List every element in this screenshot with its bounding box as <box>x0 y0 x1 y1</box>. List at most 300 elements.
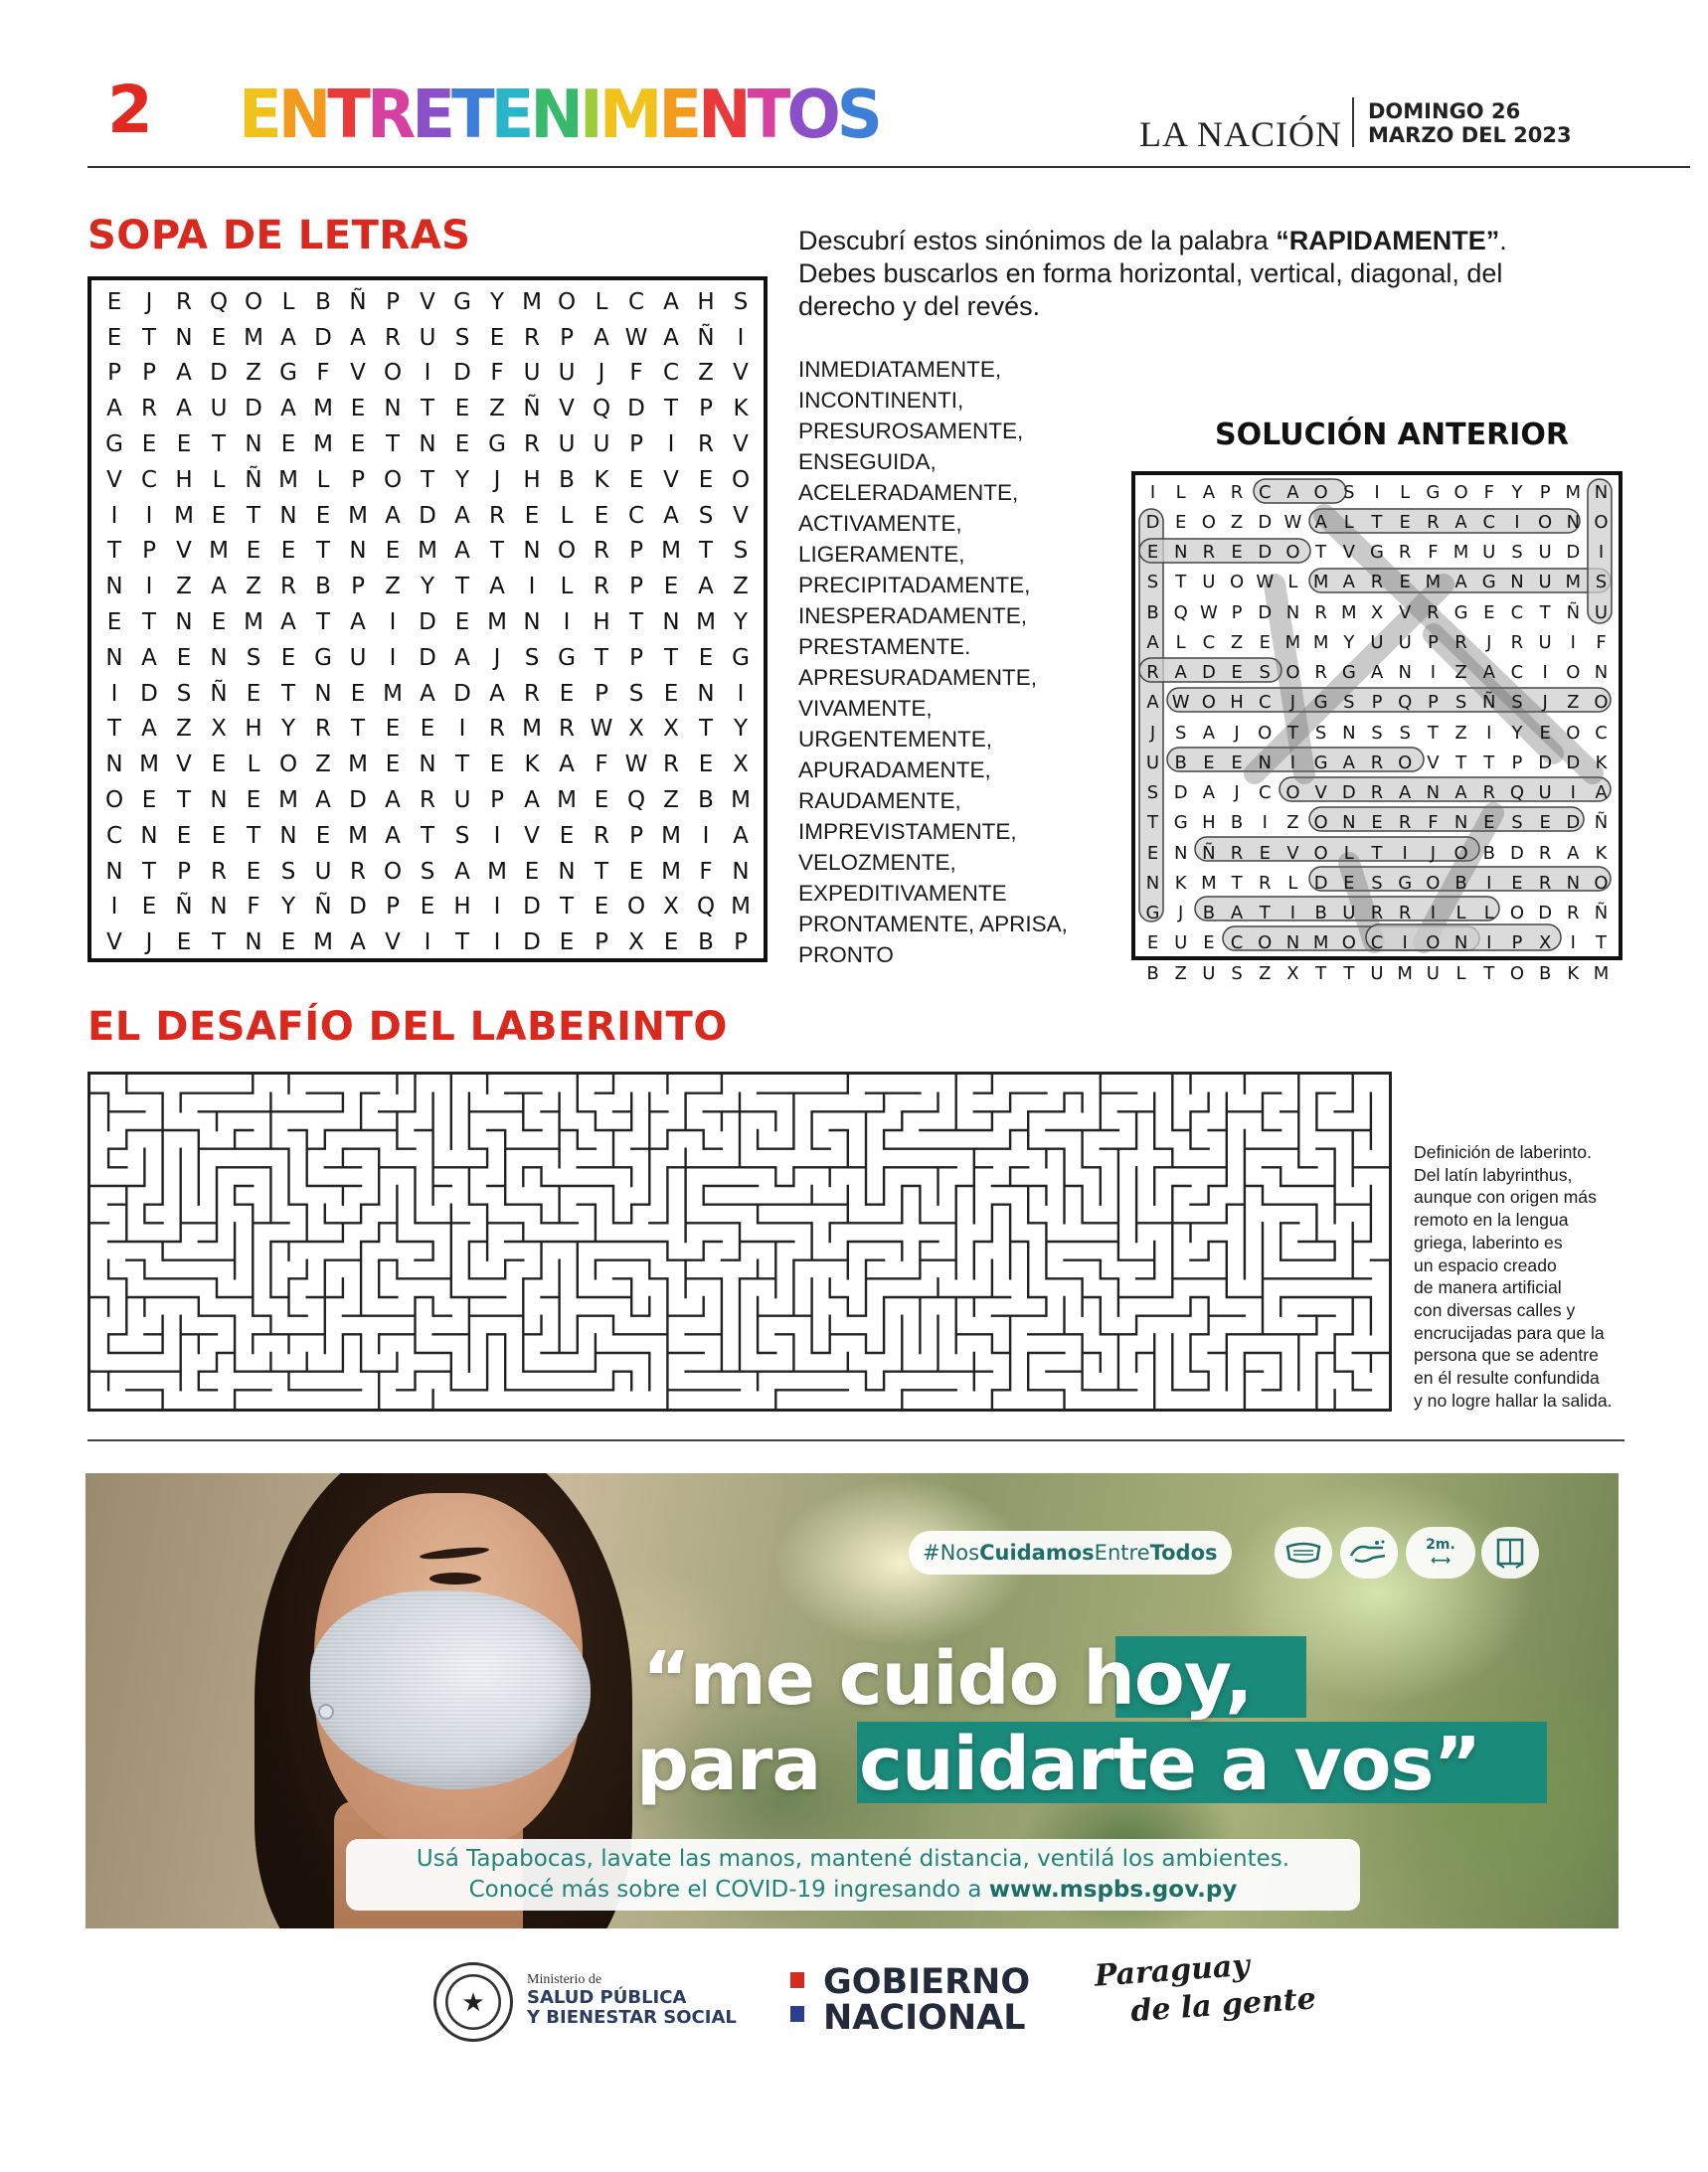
grid-letter: K <box>1595 842 1608 864</box>
grid-letter: E <box>246 787 261 814</box>
grid-letter: T <box>106 716 122 743</box>
grid-letter: C <box>627 502 645 529</box>
grid-letter: L <box>560 574 574 600</box>
paraguay-line-2: de la gente <box>1129 1981 1317 2030</box>
grid-letter: F <box>1483 481 1494 503</box>
paraguay-line-1: Paraguay <box>1093 1947 1251 1994</box>
grid-letter: T <box>1259 903 1271 924</box>
grid-letter: O <box>1258 722 1273 744</box>
grid-letter: E <box>1146 932 1159 954</box>
maze-definition-line: y no logre hallar la salida. <box>1414 1390 1613 1411</box>
grid-letter: P <box>629 538 643 565</box>
grid-letter: V <box>1286 842 1299 864</box>
grid-letter: O <box>244 288 263 315</box>
grid-letter: V <box>385 929 401 956</box>
grid-letter: E <box>524 502 540 529</box>
word-search-row <box>97 747 758 782</box>
grid-letter: N <box>697 680 715 707</box>
solution-row <box>1139 477 1615 507</box>
grid-letter: E <box>663 574 679 600</box>
grid-letter: I <box>737 324 745 351</box>
grid-letter: T <box>280 680 296 707</box>
grid-letter: M <box>313 929 333 956</box>
grid-letter: W <box>1199 601 1218 623</box>
grid-letter: L <box>1287 572 1298 593</box>
grid-letter: E <box>628 466 644 493</box>
grid-letter: A <box>1174 662 1187 684</box>
grid-letter: R <box>1398 542 1412 564</box>
grid-letter: O <box>731 466 751 493</box>
grid-letter: A <box>385 502 401 529</box>
grid-letter: M <box>522 716 542 743</box>
grid-letter: R <box>1567 903 1580 924</box>
grid-letter: T <box>1315 962 1327 984</box>
grid-letter: M <box>348 502 368 529</box>
grid-letter: Z <box>1259 962 1272 984</box>
solution-row <box>1139 778 1615 808</box>
grid-letter: C <box>1482 511 1496 533</box>
grid-letter: I <box>145 574 153 600</box>
grid-letter: E <box>454 396 470 422</box>
grid-letter: H <box>697 288 715 315</box>
grid-letter: B <box>1454 872 1467 894</box>
grid-letter: R <box>1398 812 1412 834</box>
grid-letter: G <box>488 431 506 458</box>
grid-letter: M <box>278 787 298 814</box>
grid-letter: Ñ <box>1594 812 1609 834</box>
grid-letter: E <box>1259 842 1271 864</box>
grid-letter: J <box>145 288 153 315</box>
grid-letter: K <box>733 396 749 422</box>
grid-letter: N <box>279 502 297 529</box>
maze-definition-line: aunque con origen más <box>1414 1187 1597 1208</box>
grid-letter: V <box>1314 782 1327 804</box>
grid-letter: N <box>140 822 158 849</box>
grid-letter: I <box>1486 872 1492 894</box>
grid-letter: D <box>1538 752 1553 773</box>
grid-letter: K <box>524 752 540 778</box>
grid-letter: T <box>1371 511 1383 533</box>
grid-letter: I <box>1598 542 1605 564</box>
grid-letter: E <box>1399 511 1411 533</box>
grid-letter: D <box>627 396 645 422</box>
grid-letter: A <box>1482 662 1495 684</box>
grid-letter: A <box>1342 572 1355 593</box>
grid-letter: M <box>1425 572 1442 593</box>
grid-letter: I <box>1289 903 1296 924</box>
grid-letter: I <box>110 894 118 920</box>
grid-letter: Q <box>209 288 229 315</box>
section-title-letter: T <box>450 77 491 154</box>
grid-letter: Z <box>1454 662 1467 684</box>
grid-letter: S <box>1511 542 1523 564</box>
grid-letter: M <box>696 609 716 636</box>
grid-letter: C <box>140 466 158 493</box>
grid-letter: O <box>1285 542 1300 564</box>
grid-letter: S <box>246 644 261 671</box>
grid-letter: B <box>698 929 714 956</box>
grid-letter: D <box>523 894 541 920</box>
grid-letter: E <box>1203 752 1215 773</box>
grid-letter: V <box>1427 752 1440 773</box>
grid-letter: D <box>523 929 541 956</box>
grid-letter: M <box>487 858 507 885</box>
grid-letter: E <box>350 680 366 707</box>
grid-letter: Ñ <box>175 894 193 920</box>
word-search-row <box>97 569 758 604</box>
grid-letter: S <box>454 324 470 351</box>
grid-letter: Ñ <box>523 396 541 422</box>
grid-letter: D <box>1566 752 1581 773</box>
grid-letter: T <box>1231 872 1243 894</box>
solution-row <box>1139 958 1615 988</box>
word-search-row <box>97 284 758 320</box>
grid-letter: A <box>454 644 470 671</box>
solution-row <box>1139 627 1615 657</box>
grid-letter: A <box>315 787 331 814</box>
solution-row <box>1139 748 1615 777</box>
grid-letter: A <box>1230 903 1244 924</box>
grid-letter: X <box>663 894 679 920</box>
word-list-item: RAUDAMENTE, <box>798 788 961 813</box>
grid-letter: I <box>1542 662 1548 684</box>
grid-letter: A <box>280 609 296 636</box>
grid-letter: O <box>1453 842 1468 864</box>
ministry-logo <box>527 1972 737 2028</box>
grid-letter: I <box>458 716 466 743</box>
grid-letter: T <box>141 858 157 885</box>
grid-letter: E <box>280 538 296 565</box>
grid-letter: T <box>1596 932 1607 954</box>
grid-letter: E <box>1483 812 1495 834</box>
grid-letter: O <box>1285 662 1300 684</box>
grid-letter: L <box>1287 872 1298 894</box>
grid-letter: S <box>628 680 644 707</box>
ministry-line-2: Y BIENESTAR SOCIAL <box>527 2007 737 2028</box>
grid-letter: O <box>1398 752 1413 773</box>
word-search-title: SOPA DE LETRAS <box>87 213 471 258</box>
grid-letter: T <box>663 396 679 422</box>
grid-letter: I <box>1486 722 1492 744</box>
grid-letter: R <box>1538 842 1552 864</box>
hashtag-part-1: #Nos <box>923 1541 980 1565</box>
grid-letter: Z <box>489 396 505 422</box>
grid-letter: V <box>663 466 679 493</box>
grid-letter: X <box>1538 932 1552 954</box>
solution-row <box>1139 928 1615 958</box>
grid-letter: B <box>315 574 331 600</box>
grid-letter: J <box>1234 782 1240 804</box>
grid-letter: P <box>629 644 643 671</box>
grid-letter: E <box>350 431 366 458</box>
grid-letter: E <box>559 929 575 956</box>
grid-letter: I <box>1430 903 1437 924</box>
grid-letter: W <box>624 752 648 778</box>
grid-letter: Z <box>698 360 714 387</box>
grid-letter: I <box>1262 812 1268 834</box>
grid-letter: A <box>663 502 679 529</box>
grid-letter: W <box>1171 692 1190 714</box>
grid-letter: A <box>1454 572 1467 593</box>
grid-letter: P <box>351 466 365 493</box>
grid-letter: E <box>211 324 227 351</box>
grid-letter: G <box>1173 812 1188 834</box>
maze-definition-line: Definición de laberinto. <box>1414 1142 1592 1162</box>
grid-letter: N <box>245 929 262 956</box>
grid-letter: B <box>315 288 331 315</box>
grid-letter: A <box>489 574 505 600</box>
grid-letter: G <box>1453 601 1468 623</box>
grid-letter: T <box>594 858 609 885</box>
grid-letter: Z <box>733 574 749 600</box>
grid-letter: N <box>732 858 750 885</box>
grid-letter: A <box>733 822 749 849</box>
grid-letter: M <box>731 894 751 920</box>
grid-letter: S <box>1174 722 1187 744</box>
grid-letter: A <box>350 929 366 956</box>
grid-letter: S <box>1511 812 1523 834</box>
grid-letter: I <box>1514 511 1520 533</box>
grid-letter: R <box>1370 782 1384 804</box>
grid-letter: A <box>1342 752 1355 773</box>
grid-letter: R <box>1230 481 1244 503</box>
grid-letter: N <box>1594 481 1609 503</box>
grid-letter: M <box>661 538 681 565</box>
grid-letter: S <box>733 538 749 565</box>
grid-letter: L <box>1343 842 1354 864</box>
grid-letter: R <box>594 574 609 600</box>
grid-letter: O <box>104 787 124 814</box>
maze-definition <box>1414 1141 1662 1412</box>
grid-letter: T <box>420 466 435 493</box>
grid-letter: O <box>1566 662 1581 684</box>
issue-date <box>1368 99 1572 147</box>
word-search-row <box>97 356 758 392</box>
grid-letter: I <box>1570 782 1576 804</box>
grid-letter: O <box>1509 903 1525 924</box>
grid-letter: E <box>1539 812 1551 834</box>
grid-letter: K <box>1174 872 1187 894</box>
grid-letter: N <box>1145 872 1160 894</box>
word-search-row <box>97 854 758 890</box>
grid-letter: E <box>1146 542 1159 564</box>
grid-letter: I <box>702 822 710 849</box>
grid-letter: E <box>698 752 714 778</box>
grid-letter: O <box>1594 692 1609 714</box>
grid-letter: Ñ <box>245 466 262 493</box>
grid-letter: M <box>139 752 159 778</box>
grid-letter: Z <box>385 574 401 600</box>
grid-letter: A <box>420 680 435 707</box>
section-title-letter: E <box>412 77 451 154</box>
grid-letter: E <box>211 609 227 636</box>
grid-letter: T <box>246 822 261 849</box>
grid-letter: S <box>1371 722 1383 744</box>
grid-letter: M <box>1593 962 1610 984</box>
grid-letter: P <box>351 574 365 600</box>
grid-letter: T <box>454 574 470 600</box>
grid-letter: N <box>245 431 262 458</box>
grid-letter: T <box>454 752 470 778</box>
grid-letter: A <box>1146 631 1159 653</box>
grid-letter: U <box>314 858 332 885</box>
word-list-item: PRECIPITADAMENTE, <box>798 573 1031 597</box>
quote-line-2b: cuidarte a vos” <box>859 1722 1481 1807</box>
grid-letter: E <box>211 752 227 778</box>
grid-letter: E <box>176 644 192 671</box>
hashtag-part-3: Entre <box>1094 1541 1150 1565</box>
grid-letter: H <box>593 609 610 636</box>
grid-letter: E <box>315 502 331 529</box>
ministry-website-link[interactable]: www.mspbs.gov.py <box>988 1877 1238 1903</box>
grid-letter: V <box>420 288 435 315</box>
grid-letter: J <box>1234 722 1240 744</box>
grid-letter: D <box>1566 542 1581 564</box>
grid-letter: N <box>105 858 123 885</box>
grid-letter: Z <box>1286 812 1299 834</box>
grid-letter: J <box>1289 692 1296 714</box>
grid-letter: U <box>419 324 436 351</box>
grid-letter: N <box>1453 932 1468 954</box>
grid-letter: O <box>1229 572 1245 593</box>
grid-letter: S <box>176 680 192 707</box>
grid-letter: G <box>453 288 471 315</box>
grid-letter: E <box>559 680 575 707</box>
grid-letter: Y <box>1343 631 1355 653</box>
grid-letter: T <box>1286 722 1298 744</box>
word-search-grid <box>87 276 768 962</box>
grid-letter: V <box>106 929 122 956</box>
grid-letter: V <box>176 538 192 565</box>
grid-letter: I <box>1374 481 1380 503</box>
grid-letter: M <box>348 822 368 849</box>
grid-letter: V <box>350 360 366 387</box>
grid-letter: N <box>1566 872 1581 894</box>
masthead-divider <box>1352 97 1354 147</box>
grid-letter: Z <box>176 716 192 743</box>
government-logo <box>823 1964 1030 2036</box>
grid-letter: Ñ <box>1482 692 1496 714</box>
grid-letter: V <box>733 502 749 529</box>
grid-letter: C <box>1510 662 1524 684</box>
word-list-item: INMEDIATAMENTE, <box>798 357 1002 382</box>
grid-letter: T <box>420 396 435 422</box>
quote-line-1 <box>642 1636 1253 1722</box>
grid-letter: U <box>1202 962 1216 984</box>
grid-letter: A <box>350 609 366 636</box>
grid-letter: B <box>1538 962 1552 984</box>
grid-letter: J <box>493 644 501 671</box>
grid-letter: E <box>246 680 261 707</box>
grid-letter: C <box>627 288 645 315</box>
grid-letter: S <box>524 644 540 671</box>
grid-letter: F <box>1428 542 1439 564</box>
grid-letter: E <box>489 324 505 351</box>
maze-definition-line: con diversas calles y <box>1414 1299 1576 1320</box>
grid-letter: J <box>1149 722 1156 744</box>
grid-letter: D <box>419 502 436 529</box>
grid-letter: I <box>1570 932 1576 954</box>
grid-letter: V <box>176 752 192 778</box>
word-list-item: INESPERADAMENTE, <box>798 603 1028 628</box>
grid-letter: E <box>698 466 714 493</box>
grid-letter: Q <box>1509 782 1525 804</box>
grid-letter: Y <box>489 288 505 315</box>
section-title-letter: N <box>698 77 748 154</box>
grid-letter: N <box>349 538 367 565</box>
maze-definition-line: en él resulte confundida <box>1414 1368 1600 1389</box>
grid-letter: D <box>314 324 332 351</box>
grid-letter: N <box>210 787 228 814</box>
grid-letter: R <box>211 858 227 885</box>
grid-letter: Q <box>1173 601 1188 623</box>
maze-walls <box>90 1075 1389 1409</box>
grid-letter: E <box>420 716 435 743</box>
grid-letter: M <box>418 538 437 565</box>
maze-definition-line: remoto en la lengua <box>1414 1210 1569 1231</box>
grid-letter: D <box>1313 872 1328 894</box>
grid-letter: S <box>1259 662 1271 684</box>
grid-letter: N <box>105 574 123 600</box>
section-title-letter: N <box>277 77 328 154</box>
grid-letter: L <box>560 502 574 529</box>
solution-row <box>1139 568 1615 597</box>
grid-letter: D <box>245 396 262 422</box>
section-title-letter: O <box>786 77 837 154</box>
grid-letter: A <box>176 360 192 387</box>
grid-letter: I <box>424 929 431 956</box>
grid-letter: C <box>105 822 123 849</box>
grid-letter: U <box>1370 631 1384 653</box>
grid-letter: A <box>1314 511 1327 533</box>
grid-letter: N <box>1398 662 1412 684</box>
solution-letters <box>1135 475 1619 984</box>
grid-letter: T <box>1539 601 1551 623</box>
grid-letter: N <box>558 858 576 885</box>
grid-letter: G <box>1426 481 1441 503</box>
section-title-letter: S <box>836 77 879 154</box>
grid-letter: E <box>176 431 192 458</box>
grid-letter: B <box>1146 601 1159 623</box>
word-search-row <box>97 640 758 676</box>
grid-letter: I <box>1486 932 1492 954</box>
grid-letter: Y <box>1511 481 1523 503</box>
grid-letter: X <box>733 752 749 778</box>
maze-definition-line: un espacio creado <box>1414 1254 1557 1275</box>
grid-letter: U <box>1538 542 1552 564</box>
grid-letter: T <box>489 538 505 565</box>
grid-letter: U <box>1398 631 1412 653</box>
maze-definition-line: persona que se adentre <box>1414 1345 1599 1366</box>
grid-letter: T <box>1175 572 1187 593</box>
grid-letter: Y <box>733 716 749 743</box>
word-list-item: VELOZMENTE, <box>798 850 956 875</box>
grid-letter: T <box>698 538 714 565</box>
word-search-row <box>97 924 758 960</box>
grid-letter: R <box>663 752 679 778</box>
section-title-letter: M <box>598 77 659 154</box>
solution-row <box>1139 688 1615 718</box>
grid-letter: W <box>1283 511 1302 533</box>
grid-letter: C <box>1230 932 1244 954</box>
quote-line-1a: “me cuido <box>642 1636 1084 1722</box>
grid-letter: N <box>314 680 332 707</box>
grid-letter: G <box>1398 872 1413 894</box>
grid-letter: R <box>489 502 505 529</box>
grid-letter: N <box>175 324 193 351</box>
grid-letter: U <box>558 360 576 387</box>
grid-letter: R <box>1510 631 1524 653</box>
